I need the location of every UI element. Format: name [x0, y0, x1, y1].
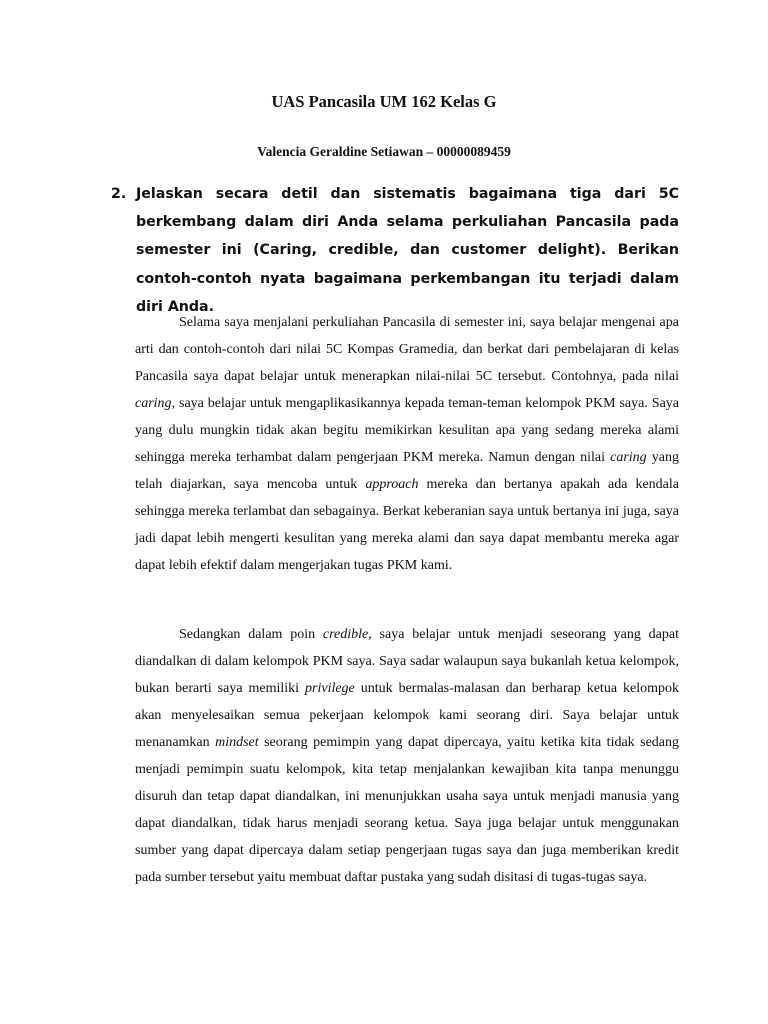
paragraph-text: mereka dan bertanya apakah ada kendala sehingga mereka terlambat dan sebagainya. Berkat keberanian saya untuk bertanya ini juga, saya jadi dapat lebih mengerti kesulitan yang mereka alami dan saya dapat membantu mereka agar dapat lebih efektif dalam mengerjakan tugas PKM kami.: [135, 477, 679, 573]
answer-paragraph-caring: [135, 309, 679, 579]
document-title: UAS Pancasila UM 162 Kelas G: [271, 92, 497, 111]
question-number: 2.: [111, 186, 127, 202]
author-line: Valencia Geraldine Setiawan – 00000089459: [257, 144, 511, 159]
paragraph-text: , saya belajar untuk mengaplikasikannya kepada teman-teman kelompok PKM saya. Saya yang dulu mungkin tidak akan begitu memikirkan kesulitan apa yang sedang mereka alami sehingga mereka terhambat dalam pengerjaan PKM mereka. Namun dengan nilai: [135, 396, 679, 465]
paragraph-text: untuk bermalas-malasan dan berharap ketua kelompok akan menyelesaikan semua pekerjaan kelompok kami seorang diri. Saya belajar untuk menanamkan: [135, 681, 679, 750]
paragraph-text: seorang pemimpin yang dapat dipercaya, yaitu ketika kita tidak sedang menjadi pemimpin suatu kelompok, kita tetap menjalankan kewajiban kita tanpa menunggu disuruh dan tetap dapat diandalkan, ini menunjukkan usaha saya untuk menjadi manusia yang dapat diandalkan, tidak harus menjadi seorang ketua. Saya juga belajar untuk menggunakan sumber yang dapat dipercaya dalam setiap pengerjaan tugas saya dan juga memberikan kredit pada sumber tersebut yaitu membuat daftar pustaka yang sudah disitasi di tugas-tugas saya.: [135, 735, 679, 885]
italic-term: privilege: [305, 681, 355, 696]
paragraph-text: , saya belajar untuk menjadi seseorang yang dapat diandalkan di dalam kelompok PKM saya. Saya sadar walaupun saya bukanlah ketua kelompok, bukan berarti saya memiliki: [135, 627, 679, 696]
paragraph-text: Selama saya menjalani perkuliahan Pancasila di semester ini, saya belajar mengenai apa arti dan contoh-contoh dari nilai 5C Kompas Gramedia, dan berkat dari pembelajaran di kelas Pancasila saya dapat belajar untuk menerapkan nilai-nilai 5C tersebut. Contohnya, pada nilai: [135, 315, 679, 384]
italic-term: caring: [135, 396, 172, 411]
question-text: Jelaskan secara detil dan sistematis bagaimana tiga dari 5C berkembang dalam diri Anda selama perkuliahan Pancasila pada semester ini (Caring, credible, dan customer delight). Berikan contoh-contoh nyata bagaimana perkembangan itu terjadi dalam diri Anda.: [136, 186, 679, 315]
italic-term: approach: [365, 477, 419, 492]
paragraph-text: Sedangkan dalam poin: [179, 627, 323, 642]
paragraph-text: yang telah diajarkan, saya mencoba untuk: [135, 450, 680, 492]
answer-paragraph-credible: [135, 621, 679, 891]
italic-term: mindset: [215, 735, 259, 750]
italic-term: caring: [610, 450, 647, 465]
italic-term: credible: [322, 627, 369, 642]
question-block: [111, 180, 679, 321]
